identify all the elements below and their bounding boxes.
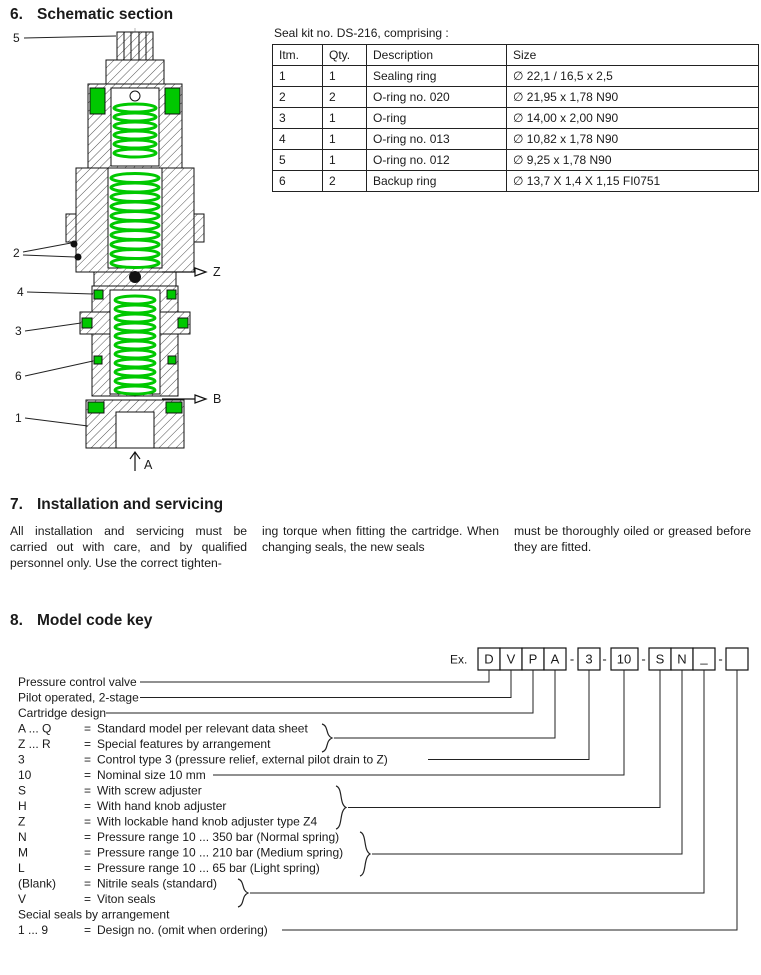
table-row: [273, 171, 759, 192]
mc-row-15: Secial seals by arrangement: [18, 907, 170, 922]
cell-itm: 2: [273, 87, 323, 108]
code-sep-3: -: [641, 651, 646, 667]
mc-row-13-desc: Nitrile seals (standard): [97, 876, 218, 891]
mc-row-16-code: 1 ... 9: [18, 923, 49, 937]
mc-row-0: Pressure control valve: [18, 675, 137, 689]
cell-size: ∅ 14,00 x 2,00 N90: [507, 108, 759, 129]
installation-col-1: All installation and servicing must be carried out with care, and by qualified personnel only. Use the correct tighten-: [10, 524, 247, 570]
mc-row-7-code: S: [18, 783, 27, 798]
cell-desc: O-ring: [367, 108, 507, 129]
port-a-label: A: [144, 458, 153, 472]
mc-row-3-desc: Standard model per relevant data sheet: [97, 721, 308, 736]
mc-row-11-eq: =: [84, 845, 92, 860]
cell-qty: 2: [323, 87, 367, 108]
table-row: [273, 150, 759, 171]
seal-kit-table: [272, 44, 759, 192]
code-box-9: _: [700, 650, 708, 665]
mc-row-6-eq: =: [84, 768, 92, 782]
code-sep-4: -: [718, 651, 723, 667]
code-box-2: V: [506, 651, 516, 667]
cell-itm: 5: [273, 150, 323, 171]
mc-row-9-eq: =: [84, 814, 92, 829]
section-8-title: Model code key: [37, 612, 153, 629]
section-8-heading: [10, 612, 761, 630]
port-b-label: B: [213, 392, 222, 406]
mc-row-16-eq: =: [84, 923, 92, 937]
model-code-diagram: [0, 638, 761, 946]
mc-row-14-desc: Viton seals: [97, 892, 156, 906]
cell-desc: O-ring no. 013: [367, 129, 507, 150]
table-row: [273, 66, 759, 87]
mc-row-10-desc: Pressure range 10 ... 350 bar (Normal spring): [97, 830, 340, 844]
cell-itm: 6: [273, 171, 323, 192]
code-box-1: D: [484, 651, 494, 667]
col-header-itm: Itm.: [273, 45, 323, 66]
code-box-4: A: [550, 651, 560, 667]
mc-row-2: Cartridge design: [18, 706, 107, 720]
mc-row-7-eq: =: [84, 783, 92, 798]
section-6-number: 6.: [10, 6, 23, 23]
code-box-7: S: [655, 651, 665, 667]
callout-3: 3: [15, 324, 22, 338]
mc-row-5-eq: =: [84, 752, 92, 767]
callout-1: 1: [15, 411, 22, 425]
mc-row-6-desc: Nominal size 10 mm: [97, 768, 206, 782]
table-header-row: [273, 45, 759, 66]
code-box-6: 10: [616, 651, 632, 667]
seal-kit-caption: Seal kit no. DS-216, comprising :: [274, 26, 449, 40]
installation-col-2: ing torque when fitting the cartridge. When changing seals, the new seals: [262, 524, 499, 554]
section-schematic: [10, 6, 755, 486]
mc-row-10-eq: =: [84, 830, 92, 844]
section-installation: [10, 496, 751, 572]
table-row: [273, 87, 759, 108]
mc-row-5-code: 3: [18, 752, 25, 767]
mc-row-13-eq: =: [84, 876, 92, 891]
mc-row-9-desc: With lockable hand knob adjuster type Z4: [97, 814, 318, 829]
mc-row-4-code: Z ... R: [18, 737, 51, 751]
callout-6: 6: [15, 369, 22, 383]
mc-row-11-code: M: [18, 845, 28, 860]
col-header-size: Size: [507, 45, 759, 66]
code-box-5: 3: [585, 651, 593, 667]
callout-labels: [13, 31, 24, 425]
cell-desc: Sealing ring: [367, 66, 507, 87]
valve-schematic: [10, 28, 270, 476]
example-label: Ex.: [450, 652, 468, 667]
cell-itm: 4: [273, 129, 323, 150]
cell-size: ∅ 21,95 x 1,78 N90: [507, 87, 759, 108]
col-header-desc: Description: [367, 45, 507, 66]
cell-size: ∅ 22,1 / 16,5 x 2,5: [507, 66, 759, 87]
section-8-number: 8.: [10, 612, 23, 629]
port-z-label: Z: [213, 265, 221, 279]
cell-desc: Backup ring: [367, 171, 507, 192]
mc-row-4-eq: =: [84, 737, 92, 751]
cell-itm: 1: [273, 66, 323, 87]
mc-row-3-code: A ... Q: [18, 721, 52, 736]
mc-row-7-desc: With screw adjuster: [97, 783, 202, 798]
model-code-rows: [18, 675, 388, 937]
mc-row-12-eq: =: [84, 861, 92, 875]
valve-springs: [111, 104, 159, 394]
section-6-heading: [10, 6, 755, 24]
table-row: [273, 108, 759, 129]
callout-2: 2: [13, 246, 20, 260]
mc-row-4-desc: Special features by arrangement: [97, 737, 271, 751]
code-box-8: N: [677, 651, 687, 667]
code-box-3: P: [528, 651, 538, 667]
mc-row-14-code: V: [18, 892, 27, 906]
mc-row-16-desc: Design no. (omit when ordering): [97, 923, 268, 937]
cell-qty: 1: [323, 129, 367, 150]
mc-row-1: Pilot operated, 2-stage: [18, 690, 139, 705]
mc-row-6-code: 10: [18, 768, 32, 782]
cell-size: ∅ 9,25 x 1,78 N90: [507, 150, 759, 171]
cell-itm: 3: [273, 108, 323, 129]
cell-size: ∅ 10,82 x 1,78 N90: [507, 129, 759, 150]
mc-row-8-code: H: [18, 799, 27, 813]
cell-qty: 1: [323, 150, 367, 171]
mc-row-3-eq: =: [84, 721, 92, 736]
mc-row-12-code: L: [18, 861, 25, 875]
mc-row-13-code: (Blank): [18, 876, 57, 891]
cell-qty: 1: [323, 66, 367, 87]
section-6-title: Schematic section: [37, 6, 174, 23]
seal-kit-table-wrap: [272, 26, 760, 192]
cell-qty: 2: [323, 171, 367, 192]
mc-row-14-eq: =: [84, 892, 92, 906]
section-7-heading: [10, 496, 751, 514]
table-row: [273, 129, 759, 150]
mc-row-12-desc: Pressure range 10 ... 65 bar (Light spring): [97, 861, 320, 875]
code-sep-2: -: [602, 651, 607, 667]
section-model-code: [0, 612, 761, 951]
callout-4: 4: [17, 285, 24, 299]
section-7-title: Installation and servicing: [37, 496, 224, 513]
installation-columns: [10, 524, 751, 572]
code-sep-1: -: [569, 651, 575, 667]
installation-col-3: must be thoroughly oiled or greased before they are fitted.: [514, 524, 751, 554]
mc-row-9-code: Z: [18, 814, 26, 829]
section-7-number: 7.: [10, 496, 23, 513]
mc-row-5-desc: Control type 3 (pressure relief, external pilot drain to Z): [97, 752, 388, 767]
cell-desc: O-ring no. 012: [367, 150, 507, 171]
mc-row-8-eq: =: [84, 799, 92, 813]
cell-qty: 1: [323, 108, 367, 129]
cell-desc: O-ring no. 020: [367, 87, 507, 108]
mc-row-10-code: N: [18, 830, 27, 844]
callout-5: 5: [13, 31, 20, 45]
mc-row-11-desc: Pressure range 10 ... 210 bar (Medium spring): [97, 845, 344, 860]
col-header-qty: Qty.: [323, 45, 367, 66]
cell-size: ∅ 13,7 X 1,4 X 1,15 FI0751: [507, 171, 759, 192]
mc-row-8-desc: With hand knob adjuster: [97, 799, 227, 813]
